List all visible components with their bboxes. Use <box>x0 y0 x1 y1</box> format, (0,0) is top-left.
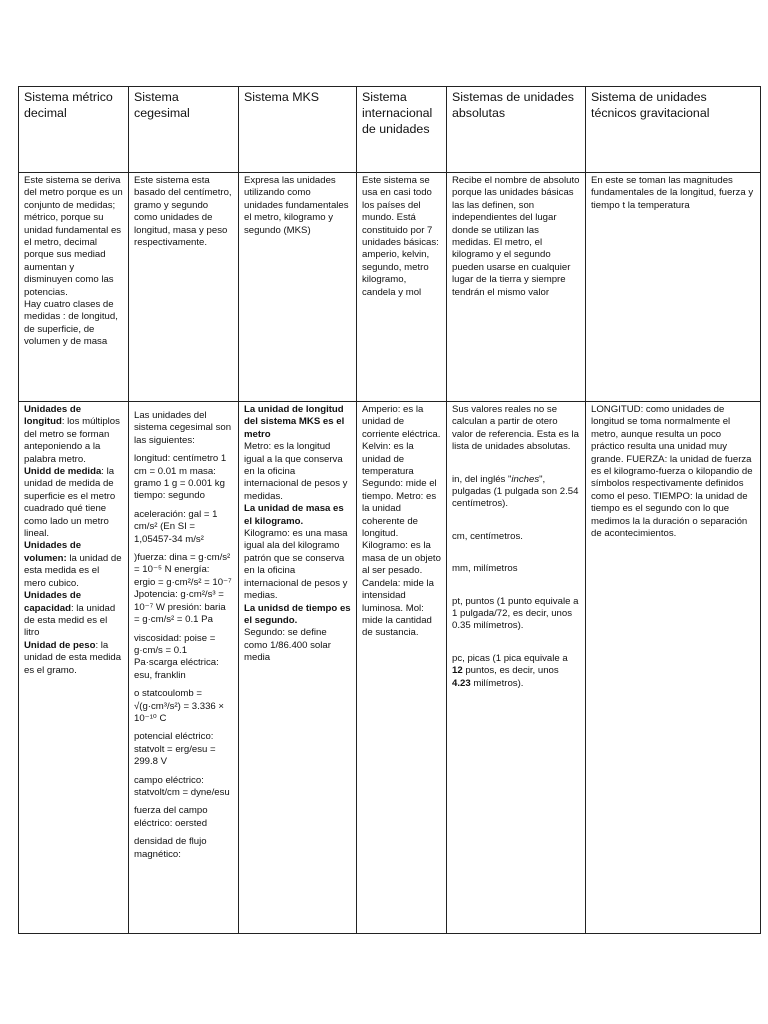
description-extra-text: Hay cuatro clases de medidas : de longitud, de superficie, de volumen y de masa <box>24 299 118 348</box>
detail-paragraph <box>24 640 123 677</box>
description-cell <box>447 173 586 402</box>
detail-text: : la unidad de esta medida es el gramo. <box>24 639 122 676</box>
detail-term: Unidd de medida <box>24 466 102 478</box>
detail-paragraph <box>24 540 123 590</box>
detail-cell-cgs <box>129 402 239 934</box>
detail-term: Unidad de peso <box>24 639 96 651</box>
detail-paragraph: campo eléctrico: statvolt/cm = dyne/esu <box>134 774 230 798</box>
detail-paragraph <box>452 474 580 511</box>
detail-text: : los múltiplos del metro se forman anteponiendo a la palabra metro. <box>24 416 120 465</box>
detail-text: : la unidad de esta medid es el litro <box>24 602 116 639</box>
detail-text: puntos, es decir, unos <box>462 665 559 677</box>
detail-cell-technical <box>586 402 761 934</box>
detail-paragraph: o statcoulomb = √(g·cm³/s²) = 3.336 × 10⁻¹⁰ C <box>134 688 225 724</box>
detail-paragraph: densidad de flujo magnético: <box>134 836 207 860</box>
detail-text: : la unidad de medida de superficie es el metro cuadrado qué tiene como lado un metro lineal. <box>24 466 116 540</box>
detail-term: Unidades de capacidad <box>24 590 82 614</box>
detail-paragraph: )fuerza: dina = g·cm/s² = 10⁻⁵ N energía: ergio = g·cm²/s² = 10⁻⁷ Jpotencia: g·cm²/s³ = 10⁻⁷ W presión: baria = g·cm/s² = 0.1 Pa <box>134 552 232 626</box>
description-text: Este sistema se deriva del metro porque es un conjunto de medidas; métrico, porque su unidad fundamental es el metro, decimal porque sus mediad aumentan y disminuyen como las potencias. <box>24 175 123 298</box>
detail-paragraph: aceleración: gal = 1 cm/s² (En SI = 1,05457-34 m/s² <box>134 508 218 545</box>
detail-bold: 12 <box>452 665 463 677</box>
detail-paragraph: Las unidades del sistema cegesimal son las siguientes: <box>134 410 232 446</box>
detail-text: in, del inglés " <box>452 473 512 485</box>
detail-paragraph: potencial eléctrico: statvolt = erg/esu = 299.8 V <box>134 731 216 768</box>
header-cell: Sistema métrico decimal <box>19 87 129 173</box>
detail-paragraph <box>24 466 123 540</box>
detail-heading <box>244 603 351 628</box>
header-cell: Sistemas de unidades absolutas <box>447 87 586 173</box>
description-text: Este sistema esta basado del centímetro, gramo y segundo como unidades de longitud, masa y peso respectivamente. <box>134 175 232 249</box>
detail-paragraph: Amperio: es la unidad de corriente eléctrica. Kelvin: es la unidad de temperatura Segundo: mide el tiempo. Metro: es la unidad coherente de longitud. Kilogramo: es la masa de un objeto al ser pesado. Candela: mide la intensidad luminosa. Mol: mide la cantidad de sustancia. <box>362 404 441 639</box>
detail-paragraph: pt, puntos (1 punto equivale a 1 pulgada/72, es decir, unos 0.35 milímetros). <box>452 595 579 632</box>
detail-heading <box>244 404 351 441</box>
detail-paragraph: LONGITUD: como unidades de longitud se toma normalmente el metro, aunque resulta un poco práctico resulta una unidad muy grande. FUERZA: la unidad de fuerza es el kilogramo-fuerza o kilopandio de símbolos respectivamente definidos como el peso. TIEMPO: la unidad de tiempo es el segundo con lo que medimos la la duración o separación de acontecimientos. <box>591 404 753 540</box>
detail-term: Unidades de longitud <box>24 404 82 428</box>
units-systems-table <box>18 86 761 934</box>
detail-cell-metric <box>19 402 129 934</box>
detail-paragraph: longitud: centímetro 1 cm = 0.01 m masa: gramo 1 g = 0.001 kg tiempo: segundo <box>134 453 227 502</box>
description-text: Este sistema se usa en casi todo los países del mundo. Está constituido por 7 unidades básicas: amperio, kelvin, segundo, metro kilogramo, candela y mol <box>362 175 439 298</box>
detail-italic: inches <box>511 473 540 485</box>
detail-bold: 4.23 <box>452 677 471 689</box>
detail-paragraph: Metro: es la longitud igual a la que conserva en la oficina internacional de pesos y medidas. <box>244 441 348 502</box>
detail-text: la unidad de esta medida es el mero cubico. <box>24 552 122 589</box>
detail-text: ", pulgadas (1 pulgada son 2.54 centímetros). <box>452 473 579 510</box>
detail-paragraph: fuerza del campo eléctrico: oersted <box>134 805 208 829</box>
detail-cell-mks <box>239 402 357 934</box>
description-row <box>19 173 761 402</box>
header-row <box>19 87 761 173</box>
detail-paragraph: Kilogramo: es una masa igual ala del kilogramo patrón que se conserva en la oficina internacional de pesos y medias. <box>244 528 348 602</box>
detail-cell-absolute <box>447 402 586 934</box>
header-cell: Sistema MKS <box>239 87 357 173</box>
description-cell <box>586 173 761 402</box>
detail-paragraph: viscosidad: poise = g·cm/s = 0.1 Pa·scarga eléctrica: esu, franklin <box>134 632 219 681</box>
detail-term: La unidad de longitud del sistema MKS es el metro <box>244 404 345 440</box>
description-text: En este se toman las magnitudes fundamentales de la longitud, fuerza y tiempo t la temperatura <box>591 175 754 211</box>
detail-paragraph <box>24 590 123 640</box>
detail-term: La unidsd de tiempo es el segundo. <box>244 602 351 626</box>
description-cell <box>129 173 239 402</box>
header-cell: Sistema cegesimal <box>129 87 239 173</box>
detail-term: La unidad de masa es el kilogramo. <box>244 503 344 527</box>
detail-paragraph <box>24 404 123 466</box>
detail-paragraph: cm, centímetros. <box>452 530 523 542</box>
detail-heading <box>244 503 351 528</box>
detail-cell-si <box>357 402 447 934</box>
detail-text: milímetros). <box>470 677 524 689</box>
description-text: Recibe el nombre de absoluto porque las unidades básicas las las definen, son independientes del lugar donde se utilizan las medidas. El metro, el kilogramo y el segundo pueden usarse en cualquier lugar de la tierra y siempre tendrán el mismo valor <box>452 175 580 298</box>
detail-row <box>19 402 761 934</box>
header-cell: Sistema de unidades técnicos gravitacional <box>586 87 761 173</box>
description-text: Expresa las unidades utilizando como unidades fundamentales el metro, kilogramo y segundo (MKS) <box>244 175 349 236</box>
detail-paragraph: Segundo: se define como 1/86.400 solar media <box>244 627 331 664</box>
description-cell <box>357 173 447 402</box>
description-cell <box>239 173 357 402</box>
detail-paragraph <box>452 653 580 690</box>
description-cell <box>19 173 129 402</box>
header-cell: Sistema internacional de unidades <box>357 87 447 173</box>
detail-paragraph: Sus valores reales no se calculan a partir de otero valor de referencia. Esta es la lista de unidades absolutas. <box>452 404 579 453</box>
detail-term: Unidades de volumen: <box>24 540 82 564</box>
detail-text: pc, picas (1 pica equivale a <box>452 652 568 664</box>
detail-paragraph: mm, milímetros <box>452 563 518 575</box>
